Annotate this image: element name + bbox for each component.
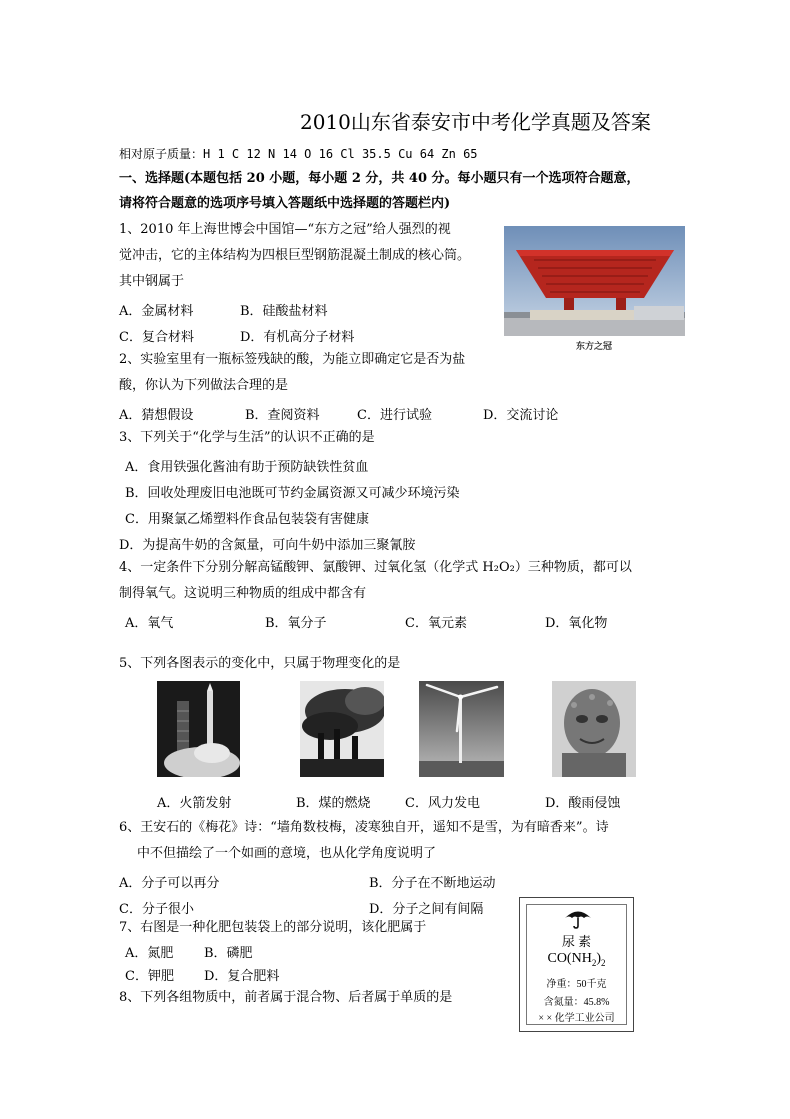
rocket-launch-image bbox=[157, 681, 240, 777]
q6-line2: 中不但描绘了一个如画的意境，也从化学角度说明了 bbox=[137, 846, 437, 861]
q5-option-b: B．煤的燃烧 bbox=[296, 796, 371, 811]
fertilizer-label bbox=[519, 897, 634, 1032]
q3-option-b: B．回收处理废旧电池既可节约金属资源又可减少环境污染 bbox=[125, 486, 460, 501]
q1-option-d: D．有机高分子材料 bbox=[240, 330, 355, 345]
q2-option-d: D．交流讨论 bbox=[483, 408, 559, 423]
q1-line1: 1、2010 年上海世博会中国馆—“东方之冠”给人强烈的视 bbox=[119, 222, 451, 237]
q2-option-a: A．猜想假设 bbox=[119, 408, 194, 423]
umbrella-icon bbox=[563, 907, 593, 929]
fertilizer-company: × × 化学工业公司 bbox=[538, 1013, 615, 1024]
fertilizer-formula: $CO(NH_2)_2$ bbox=[547, 951, 606, 968]
q6-option-d: D．分子之间有间隔 bbox=[369, 902, 484, 917]
q2-option-c: C．进行试验 bbox=[357, 408, 432, 423]
q4-option-d: D．氧化物 bbox=[545, 616, 608, 631]
q1-line3: 其中钢属于 bbox=[119, 274, 185, 289]
q1-option-c: C．复合材料 bbox=[119, 330, 194, 345]
q8-line1: 8、下列各组物质中，前者属于混合物、后者属于单质的是 bbox=[119, 990, 453, 1005]
q2-line2: 酸，你认为下列做法合理的是 bbox=[119, 378, 289, 393]
section-header-line2: 请将符合题意的选项序号填入答题纸中选择题的答题栏内) bbox=[119, 196, 451, 211]
q5-option-a: A．火箭发射 bbox=[157, 796, 232, 811]
q3-line1: 3、下列关于“化学与生活”的认识不正确的是 bbox=[119, 430, 375, 445]
q4-option-a: A．氧气 bbox=[125, 616, 174, 631]
q7-option-a: A．氮肥 bbox=[125, 946, 174, 961]
q6-option-a: A．分子可以再分 bbox=[119, 876, 220, 891]
coal-burning-image bbox=[300, 681, 384, 777]
q4-line1: 4、一定条件下分别分解高锰酸钾、氯酸钾、过氧化氢（化学式 H₂O₂）三种物质，都可以 bbox=[119, 560, 632, 575]
q6-line1: 6、王安石的《梅花》诗：“墙角数枝梅，凌寒独自开，遥知不是雪，为有暗香来”。诗 bbox=[119, 820, 609, 835]
q4-line2: 制得氧气。这说明三种物质的组成中都含有 bbox=[119, 586, 367, 601]
china-pavilion-caption: 东方之冠 bbox=[575, 342, 613, 352]
q6-option-b: B．分子在不断地运动 bbox=[369, 876, 496, 891]
q5-option-d: D．酸雨侵蚀 bbox=[545, 796, 621, 811]
q3-option-a: A．食用铁强化酱油有助于预防缺铁性贫血 bbox=[125, 460, 369, 475]
q1-line2: 觉冲击，它的主体结构为四根巨型钢筋混凝土制成的核心筒。 bbox=[119, 248, 471, 263]
section-header-line1: 一、选择题(本题包括 20 小题，每小题 2 分，共 40 分。每小题只有一个选项符合题意， bbox=[119, 171, 640, 186]
q2-line1: 2、实验室里有一瓶标签残缺的酸，为能立即确定它是否为盐 bbox=[119, 352, 466, 367]
atomic-masses: 相对原子质量：H 1 C 12 N 14 O 16 Cl 35.5 Cu 64 Zn 65 bbox=[119, 147, 478, 161]
q7-option-d: D．复合肥料 bbox=[204, 969, 280, 984]
fertilizer-weight: 净重：50千克 bbox=[546, 979, 607, 990]
wind-power-image bbox=[419, 681, 504, 777]
q5-option-c: C．风力发电 bbox=[405, 796, 480, 811]
q7-line1: 7、右图是一种化肥包装袋上的部分说明，该化肥属于 bbox=[119, 920, 427, 935]
acid-rain-statue-image bbox=[552, 681, 636, 777]
fertilizer-name: 尿 素 bbox=[561, 934, 592, 949]
china-pavilion-image bbox=[504, 226, 685, 354]
q6-option-c: C．分子很小 bbox=[119, 902, 194, 917]
fertilizer-nitrogen: 含氮量：45.8% bbox=[543, 997, 610, 1008]
q7-option-c: C．钾肥 bbox=[125, 969, 174, 984]
q5-line1: 5、下列各图表示的变化中，只属于物理变化的是 bbox=[119, 656, 401, 671]
q3-option-d: D．为提高牛奶的含氮量，可向牛奶中添加三聚氰胺 bbox=[119, 538, 416, 553]
q4-option-c: C．氧元素 bbox=[405, 616, 467, 631]
q7-option-b: B．磷肥 bbox=[204, 946, 253, 961]
page-title: 2010山东省泰安市中考化学真题及答案 bbox=[300, 110, 651, 134]
q2-option-b: B．查阅资料 bbox=[245, 408, 320, 423]
q1-option-b: B．硅酸盐材料 bbox=[240, 304, 328, 319]
q3-option-c: C．用聚氯乙烯塑料作食品包装袋有害健康 bbox=[125, 512, 369, 527]
q4-option-b: B．氧分子 bbox=[265, 616, 327, 631]
q1-option-a: A．金属材料 bbox=[119, 304, 194, 319]
